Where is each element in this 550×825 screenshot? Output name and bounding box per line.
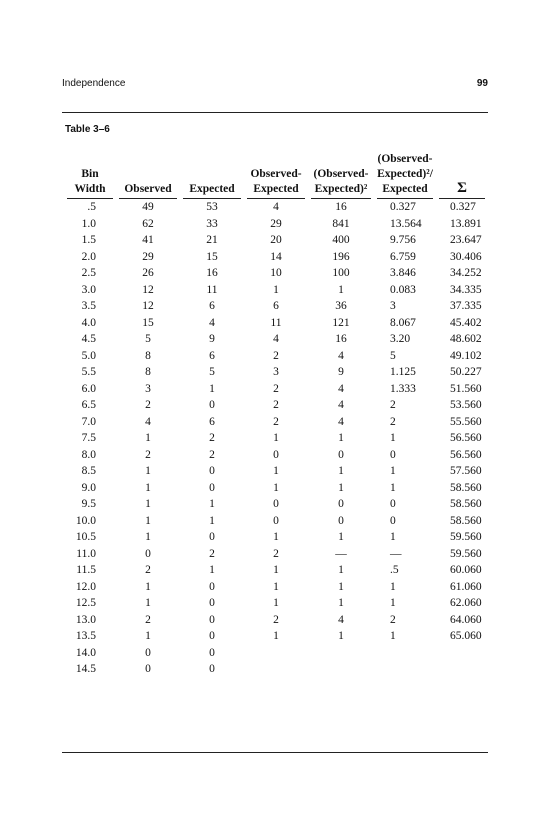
cell-chi-term: 1 [390,580,396,593]
cell-cumulative-sum: 62.060 [450,597,482,609]
cell-squared-difference: — [335,547,347,560]
cell-chi-term: 1 [390,465,396,477]
cell-squared-difference: 4 [338,399,344,411]
cell-difference: 11 [270,316,282,329]
cell-expected: 1 [209,498,215,510]
cell-difference: 4 [273,333,279,345]
cell-chi-term: 0 [390,498,396,510]
cell-bin-width: 2.0 [81,250,96,263]
cell-difference: 2 [273,547,279,560]
cell-observed: 1 [145,630,151,642]
header-line: Expected [253,183,299,195]
running-head-title: Independence [62,78,126,89]
cell-cumulative-sum: 61.060 [450,580,482,593]
cell-difference: 0 [273,448,279,461]
cell-bin-width: 6.5 [81,399,96,411]
cell-bin-width: 12.0 [75,580,96,593]
cell-cumulative-sum: 56.560 [450,448,482,461]
header-chi-term [374,152,436,199]
cell-squared-difference: 4 [338,613,344,626]
table-body [64,199,488,678]
cell-bin-width: 6.0 [81,382,96,395]
cell-cumulative-sum: 23.647 [450,234,482,246]
cell-chi-term: 1.125 [390,366,416,378]
cell-bin-width: 11.5 [76,564,96,576]
header-sigma [436,152,488,199]
running-head [62,78,488,92]
cell-observed: 2 [145,399,151,411]
cell-difference: 2 [273,415,279,428]
cell-expected: 0 [209,531,215,543]
cell-chi-term: 1 [390,531,396,543]
cell-bin-width: 2.5 [81,267,96,279]
table-row [64,364,488,381]
table-row [64,661,488,678]
cell-observed: 26 [142,267,154,279]
cell-observed: 8 [145,366,151,378]
table-row [64,562,488,579]
table-row [64,397,488,414]
cell-cumulative-sum: 64.060 [450,613,482,626]
header-line: Expected [189,183,235,195]
cell-expected: 2 [209,547,215,560]
cell-cumulative-sum [436,645,488,662]
cell-cumulative-sum: 58.560 [450,481,482,494]
cell-squared-difference: 100 [332,267,350,279]
cell-difference: 2 [273,349,279,362]
cell-cumulative-sum: 58.560 [450,498,482,510]
cell-cumulative-sum: 48.602 [450,333,482,345]
top-rule [62,112,488,113]
cell-bin-width: .5 [87,201,96,213]
header-observed [116,152,180,199]
cell-cumulative-sum: 0.327 [450,201,476,213]
cell-bin-width: 13.0 [75,613,96,626]
cell-cumulative-sum: 58.560 [450,514,482,527]
cell-observed: 12 [142,283,154,296]
cell-cumulative-sum: 65.060 [450,630,482,642]
table-row [64,628,488,645]
cell-difference: 10 [270,267,282,279]
cell-chi-term: 0.083 [390,283,416,296]
cell-chi-term: 3 [390,300,396,312]
cell-squared-difference: 1 [338,465,344,477]
cell-expected: 11 [206,283,218,296]
header-line: (Observed- [377,153,433,165]
cell-squared-difference [308,661,374,678]
cell-cumulative-sum: 59.560 [450,531,482,543]
table-row [64,612,488,629]
cell-difference: 0 [273,498,279,510]
table-row [64,381,488,398]
cell-expected: 0 [209,630,215,642]
table-row [64,348,488,365]
table-row [64,199,488,216]
cell-difference: 1 [273,465,279,477]
cell-chi-term: 3.846 [390,267,416,279]
cell-chi-term: 0.327 [390,201,416,213]
cell-difference: 1 [273,630,279,642]
cell-chi-term: 2 [390,399,396,411]
cell-difference: 4 [273,201,279,213]
cell-expected: 15 [206,250,218,263]
cell-cumulative-sum: 30.406 [450,250,482,263]
table-row [64,414,488,431]
cell-expected: 0 [209,580,215,593]
cell-cumulative-sum: 34.335 [450,283,482,296]
cell-expected: 21 [206,234,218,246]
cell-observed: 1 [145,432,151,444]
cell-difference: 1 [273,481,279,494]
cell-expected: 4 [209,316,215,329]
cell-difference [244,645,308,662]
table-row [64,496,488,513]
cell-difference: 3 [273,366,279,378]
cell-chi-term: 0 [390,514,396,527]
cell-expected: 1 [209,382,215,395]
header-squared-difference [308,152,374,199]
cell-bin-width: 10.5 [75,531,96,543]
cell-expected: 9 [209,333,215,345]
data-table [64,152,488,678]
cell-difference: 2 [273,399,279,411]
cell-difference: 14 [270,250,282,263]
cell-chi-term: 1.333 [390,382,416,395]
cell-chi-term: 8.067 [390,316,416,329]
cell-chi-term: 1 [390,481,396,494]
cell-difference: 1 [273,597,279,609]
cell-bin-width: 14.0 [75,646,96,659]
cell-observed: 41 [142,234,154,246]
cell-squared-difference: 1 [338,531,344,543]
cell-bin-width: 1.0 [81,217,96,230]
table-label: Table 3–6 [65,124,110,135]
cell-chi-term: 1 [390,432,396,444]
cell-difference: 29 [270,217,282,230]
cell-observed: 12 [142,300,154,312]
cell-chi-term: 2 [390,415,396,428]
cell-chi-term: 9.756 [390,234,416,246]
table-row [64,529,488,546]
cell-squared-difference: 9 [338,366,344,378]
cell-chi-term: 5 [390,349,396,362]
cell-bin-width: 8.0 [81,448,96,461]
cell-difference [244,661,308,678]
table-row [64,463,488,480]
cell-observed: 1 [145,531,151,543]
cell-cumulative-sum: 57.560 [450,465,482,477]
cell-bin-width: 5.0 [81,349,96,362]
cell-squared-difference: 1 [338,481,344,494]
cell-chi-term [374,661,436,678]
header-observed-minus-expected [244,152,308,199]
cell-cumulative-sum: 53.560 [450,399,482,411]
cell-bin-width: 9.0 [81,481,96,494]
header-line: Expected)² [314,183,368,195]
cell-bin-width: 9.5 [81,498,96,510]
cell-difference: 0 [273,514,279,527]
cell-observed: 1 [145,465,151,477]
cell-chi-term: .5 [390,564,399,576]
cell-difference: 1 [273,283,279,296]
cell-cumulative-sum [436,661,488,678]
cell-expected: 0 [209,613,215,626]
cell-squared-difference: 1 [338,564,344,576]
table-row [64,265,488,282]
cell-expected: 0 [209,597,215,609]
table-row [64,232,488,249]
cell-cumulative-sum: 56.560 [450,432,482,444]
cell-bin-width: 14.5 [75,663,96,675]
cell-cumulative-sum: 13.891 [450,217,482,230]
cell-expected: 1 [209,564,215,576]
cell-squared-difference [308,645,374,662]
cell-cumulative-sum: 37.335 [450,300,482,312]
header-line: Observed- [250,168,302,180]
cell-observed: 2 [145,564,151,576]
cell-difference: 20 [270,234,282,246]
table-row [64,331,488,348]
cell-observed: 49 [142,201,154,213]
cell-observed: 5 [145,333,151,345]
cell-observed: 1 [145,580,151,593]
cell-expected: 6 [209,349,215,362]
cell-expected: 6 [209,300,215,312]
cell-observed: 29 [142,250,154,263]
cell-expected: 0 [209,465,215,477]
header-line: Expected [382,183,428,195]
cell-bin-width: 3.0 [81,283,96,296]
cell-difference: 2 [273,613,279,626]
cell-observed: 8 [145,349,151,362]
cell-observed: 1 [145,597,151,609]
cell-observed: 4 [145,415,151,428]
table-row [64,595,488,612]
cell-squared-difference: 400 [332,234,350,246]
cell-squared-difference: 16 [335,201,347,213]
cell-difference: 1 [273,432,279,444]
cell-cumulative-sum: 60.060 [450,564,482,576]
cell-squared-difference: 1 [338,597,344,609]
cell-expected: 2 [209,432,215,444]
cell-chi-term: 1 [390,630,396,642]
cell-squared-difference: 0 [338,514,344,527]
cell-bin-width: 4.0 [81,316,96,329]
page-number: 99 [476,78,488,89]
table-row [64,298,488,315]
cell-expected: 5 [209,366,215,378]
cell-cumulative-sum: 59.560 [450,547,482,560]
bottom-rule [62,752,488,753]
table-row [64,447,488,464]
cell-difference: 1 [273,531,279,543]
cell-bin-width: 11.0 [76,547,96,560]
cell-bin-width: 1.5 [81,234,96,246]
header-line: Σ [457,180,467,196]
cell-chi-term: 2 [390,613,396,626]
cell-cumulative-sum: 49.102 [450,349,482,362]
table-row [64,430,488,447]
cell-bin-width: 5.5 [81,366,96,378]
cell-squared-difference: 121 [332,316,350,329]
cell-bin-width: 7.0 [81,415,96,428]
cell-expected: 0 [209,663,215,675]
cell-expected: 0 [209,399,215,411]
table-row [64,546,488,563]
cell-observed: 62 [142,217,154,230]
header-bin-width [64,152,116,199]
cell-observed: 0 [145,663,151,675]
cell-squared-difference: 0 [338,448,344,461]
table-row [64,480,488,497]
cell-expected: 1 [209,514,215,527]
cell-observed: 1 [145,481,151,494]
header-line: Bin [81,168,99,180]
header-line: (Observed- [313,168,369,180]
cell-expected: 2 [209,448,215,461]
cell-chi-term [374,645,436,662]
cell-expected: 33 [206,217,218,230]
cell-bin-width: 4.5 [81,333,96,345]
cell-bin-width: 12.5 [75,597,96,609]
cell-observed: 15 [142,316,154,329]
cell-chi-term: 13.564 [390,217,422,230]
cell-expected: 0 [209,646,215,659]
cell-difference: 1 [273,564,279,576]
header-row [64,152,488,199]
cell-squared-difference: 1 [338,630,344,642]
cell-difference: 1 [273,580,279,593]
cell-cumulative-sum: 45.402 [450,316,482,329]
cell-observed: 3 [145,382,151,395]
cell-expected: 0 [209,481,215,494]
cell-difference: 2 [273,382,279,395]
cell-observed: 0 [145,646,151,659]
header-expected [180,152,244,199]
cell-observed: 1 [145,514,151,527]
table-row [64,579,488,596]
cell-bin-width: 10.0 [75,514,96,527]
cell-observed: 2 [145,613,151,626]
cell-bin-width: 8.5 [81,465,96,477]
cell-chi-term: 3.20 [390,333,411,345]
cell-bin-width: 7.5 [81,432,96,444]
header-line: Observed [124,183,172,195]
cell-squared-difference: 4 [338,415,344,428]
cell-chi-term: 0 [390,448,396,461]
cell-squared-difference: 1 [338,283,344,296]
cell-cumulative-sum: 50.227 [450,366,482,378]
table-row [64,513,488,530]
cell-squared-difference: 1 [338,580,344,593]
cell-chi-term: — [390,547,402,560]
table-row [64,249,488,266]
cell-squared-difference: 0 [338,498,344,510]
cell-difference: 6 [273,300,279,312]
cell-squared-difference: 36 [335,300,347,312]
cell-chi-term: 1 [390,597,396,609]
header-line: Expected)²/ [377,168,433,180]
cell-squared-difference: 16 [335,333,347,345]
cell-observed: 1 [145,498,151,510]
cell-bin-width: 3.5 [81,300,96,312]
cell-bin-width: 13.5 [75,630,96,642]
cell-expected: 16 [206,267,218,279]
header-line: Width [74,183,106,195]
table-row [64,645,488,662]
cell-squared-difference: 841 [332,217,350,230]
cell-squared-difference: 1 [338,432,344,444]
cell-squared-difference: 196 [332,250,350,263]
cell-cumulative-sum: 55.560 [450,415,482,428]
cell-squared-difference: 4 [338,349,344,362]
table-row [64,216,488,233]
table-row [64,315,488,332]
cell-observed: 2 [145,448,151,461]
cell-expected: 53 [206,201,218,213]
cell-chi-term: 6.759 [390,250,416,263]
cell-cumulative-sum: 34.252 [450,267,482,279]
cell-cumulative-sum: 51.560 [450,382,482,395]
cell-observed: 0 [145,547,151,560]
cell-squared-difference: 4 [338,382,344,395]
cell-expected: 6 [209,415,215,428]
table-row [64,282,488,299]
